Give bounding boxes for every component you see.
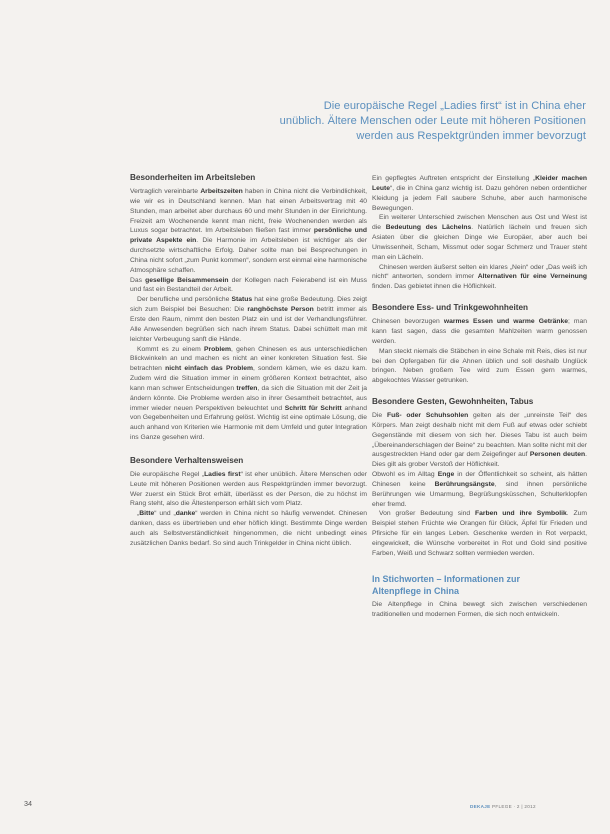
section-behaviour (130, 455, 367, 549)
text: haben in China nicht die Verbindlichkeit, wie wir es in Deutschland kennen. Man hat einen Arbeitsvertrag mit 40 Stunden, man arbeitet aber durchaus 60 und mehr Stunden in der Einrichtung. Freizeit am Wochenende kennt man nicht, freie Wochenenden werden als Luxus sogar betrachtet. Im Arbeitsleben fließen fast immer (130, 188, 367, 235)
paragraph (130, 276, 367, 296)
bold-term: danke (175, 510, 196, 518)
text: finden. Das gebietet ihnen die Höflichkeit. (372, 283, 497, 291)
bold-term: Status (231, 296, 253, 304)
text: . Die Harmonie im Arbeitsleben ist wichtiger als der durchsetzte wirtschaftliche Erfolg. Daher sollte man bei Besprechungen in China nicht sofort „zum Punkt kommen“, sondern erst einmal eine harmonische Atmosphäre schaffen. (130, 237, 368, 274)
bold-term: Arbeitszeiten (200, 188, 243, 195)
text: , sondern kämen, wie es dazu kam. Zudem wird die Situation immer in einem größeren Kontext betrachtet, also kann man schwer Entscheidungen (130, 365, 367, 392)
paragraph (372, 317, 587, 347)
pull-quote (60, 99, 586, 144)
text: . Zum Beispiel stehen Früchte wie Orangen für Glück, Äpfel für Frieden und Pfirsiche für ein langes Leben. Geschenke werden in Rot verpackt, eingewickelt, die Wünsche vorbereitet in Rot und Gold sind positive Farben, Weiß und Schwarz sollten vermieden werden. (372, 510, 587, 557)
bold-term: Fuß- oder Schuhsohlen (386, 412, 469, 420)
bold-term: persönliche und private Aspekte ein (130, 227, 367, 245)
heading-line: Altenpflege in China (372, 585, 460, 596)
paragraph (130, 345, 367, 443)
bold-term: Bedeutung des Lächelns (385, 224, 472, 232)
text: “ und „ (154, 510, 176, 518)
magazine-name: DEKAJE (470, 804, 491, 809)
text: Kommt es zu einem (137, 345, 205, 353)
text: Vertraglich vereinbarte (130, 188, 201, 195)
page-number: 34 (24, 799, 32, 808)
paragraph (130, 295, 367, 344)
text: “ ist eher unüblich. Ältere Menschen oder Leute mit höheren Positionen werden aus Respektgründen immer bevorzugt. Wer zuerst ein Stück Brot erhält, überlässt es der Person, die zu höchst im Rang steht, also die Ältestenperson erhält sich vom Platz. (130, 470, 367, 508)
right-column (372, 174, 587, 619)
text: Das (130, 276, 146, 284)
paragraph (372, 509, 587, 558)
section-heading: Besonderheiten im Arbeitsleben (130, 173, 256, 182)
bold-term: Bitte (139, 510, 155, 518)
bold-term: Problem (204, 345, 232, 353)
magazine-footer (470, 804, 536, 809)
pull-quote-line: werden aus Respektgründen immer bevorzugt (356, 130, 586, 142)
bold-term: warmes Essen und warme Getränke (443, 318, 568, 326)
section-heading: Besondere Gesten, Gewohnheiten, Tabus (372, 397, 534, 407)
section-summary (372, 573, 587, 620)
paragraph (372, 411, 587, 470)
text: „ (137, 510, 140, 518)
bold-term: Alternativen für eine Verneinung (477, 273, 587, 281)
text: hat eine große Bedeutung. Dies zeigt sich zum Beispiel bei Besuchen: Die (130, 296, 367, 314)
section-gestures (372, 396, 587, 559)
text: “ werden in China nicht so häufig verwendet. Chinesen danken, dass es übertrieben und eher höflich klingt. Bestimmte Dinge werden auch als Selbstverständlichkeit hingenommen, die nicht unbedingt eines zusätzlichen Danks bedarf. So sind auch Trinkgelder in China nicht üblich. (130, 510, 367, 547)
pull-quote-line: Die europäische Regel „Ladies first“ ist in China eher (323, 100, 586, 112)
text: betritt immer als Erste den Raum, nimmt den besten Platz ein und ist der Verhandlungsführer. Alle Anwesenden begrüßen sich nach ihrem Status. Dabei schüttelt man mit leichter Verbeugung sanft die Hände. (130, 306, 367, 343)
issue-label: PFLEGE · 2 | 2012 (492, 804, 536, 809)
pull-quote-line: unüblich. Ältere Menschen oder Leute mit höheren Positionen (279, 115, 586, 127)
text: Chinesen werden äußerst selten ein klares „Nein“ oder „Das weiß ich nicht“ antworten, sondern immer (372, 263, 587, 281)
paragraph (130, 470, 367, 509)
text: Ein gepflegtes Auftreten entspricht der Einstellung „ (372, 175, 536, 182)
text: “, die in China ganz wichtig ist. Dazu gehören neben ordentlicher Kleidung ja jedem Fall saubere Schuhe, aber auch harmonische Bewegungen. (372, 184, 587, 212)
text: gelten als der „unreinste Teil“ des Körpers. Man zeigt deshalb nicht mit dem Fuß auf etwas oder schiebt Gegenstände mit diesem von sich her. Dieses Tabu ist auch beim „Übereinanderschlagen der Beine“ zu beachten. Man sollte nicht mit der ausgestreckten Hand oder gar dem Zeigefinger auf (372, 412, 587, 459)
text: Obwohl es im Alltag (372, 471, 438, 479)
bold-term: Personen deuten (529, 451, 586, 459)
paragraph (130, 187, 367, 276)
section-heading: Besondere Verhaltensweisen (130, 455, 244, 465)
text: , sind ihnen persönliche Berührungen wie Umarmung, Begrüßungsküsschen, Schulterklopfen eher fremd. (372, 480, 587, 508)
bold-term: Ladies first (204, 470, 241, 478)
bold-term: Kleider machen Leute (372, 175, 588, 192)
text: in der Öffentlichkeit so scheint, als hätten Chinesen keine (372, 471, 587, 488)
text: Der berufliche und persönliche (137, 296, 232, 304)
text: Von großer Bedeutung sind (379, 510, 475, 518)
paragraph (372, 470, 587, 509)
text: , gehen Chinesen es aus unterschiedlichen Blickwinkeln an und machen es nicht an einer konkreten Situation fest. Sie betrachten (130, 345, 367, 373)
bold-term: Schritt für Schritt (284, 404, 342, 412)
section-heading: Besondere Ess- und Trinkgewohnheiten (372, 303, 529, 313)
text: . Natürlich lächeln und freuen sich Asiaten über die gleichen Dinge wie Europäer, aber auch bei Unwissenheit, Scham, Missmut oder sogar Schmerz und Trauer steht man ein Lächeln. (372, 224, 587, 261)
paragraph: Die Altenpflege in China bewegt sich zwischen verschiedenen traditionellen und modernen Formen, die sich noch entwickeln. (372, 600, 587, 618)
section-work-life (130, 172, 367, 443)
bold-term: ranghöchste Person (247, 306, 314, 314)
paragraph (130, 509, 367, 548)
bold-term: Enge (437, 471, 455, 479)
text: . Dies gilt als grober Verstoß der Höflichkeit. (372, 451, 587, 469)
text: der Kollegen nach Feierabend ist ein Muss und fast ein Bestandteil der Arbeit. (130, 276, 367, 294)
paragraph (372, 213, 587, 262)
section-eating-habits (372, 302, 587, 386)
bold-term: nicht einfach das Problem (165, 365, 253, 373)
bold-term: treffen (236, 384, 258, 392)
paragraph: Man steckt niemals die Stäbchen in eine Schale mit Reis, dies ist nur bei den Opfergaben für die Ahnen üblich und soll deshalb Unglück bringen. Neben großem Tee wird zum Essen gern warmes, abgekochtes Wasser getrunken. (372, 347, 587, 385)
bold-term: Berührungsängste (434, 480, 495, 488)
text: Chinesen bevorzugen (372, 318, 444, 326)
text: , da sich die Situation mit der Zeit ja ändern könnte. Die Probleme werden also in ihrer Gesamtheit betrachtet, aus immer wieder neuen Perspektiven beleuchtet und (130, 384, 367, 412)
paragraph (372, 174, 587, 213)
text: Die europäische Regel „ (130, 470, 205, 478)
text: anhand von Gegebenheiten und Erfahrung gelöst. Wichtig ist eine optimale Lösung, die auch anhand von Kriterien wie Harmonie mit dem Umfeld und guter Integration ins Ganze gesehen wird. (130, 404, 367, 442)
heading-line: In Stichworten – Informationen zur (372, 573, 521, 584)
bold-term: Farben und ihre Symbolik (474, 510, 567, 518)
paragraph (372, 263, 587, 293)
bold-term: gesellige Beisammensein (145, 276, 229, 284)
left-column (130, 172, 367, 549)
text: Die (372, 412, 387, 420)
summary-heading (372, 573, 587, 597)
text: Ein weiterer Unterschied zwischen Menschen aus Ost und West ist die (372, 214, 587, 232)
text: ; man kann fast sagen, dass die gesamten Mahlzeiten warm genossen werden. (372, 318, 587, 345)
